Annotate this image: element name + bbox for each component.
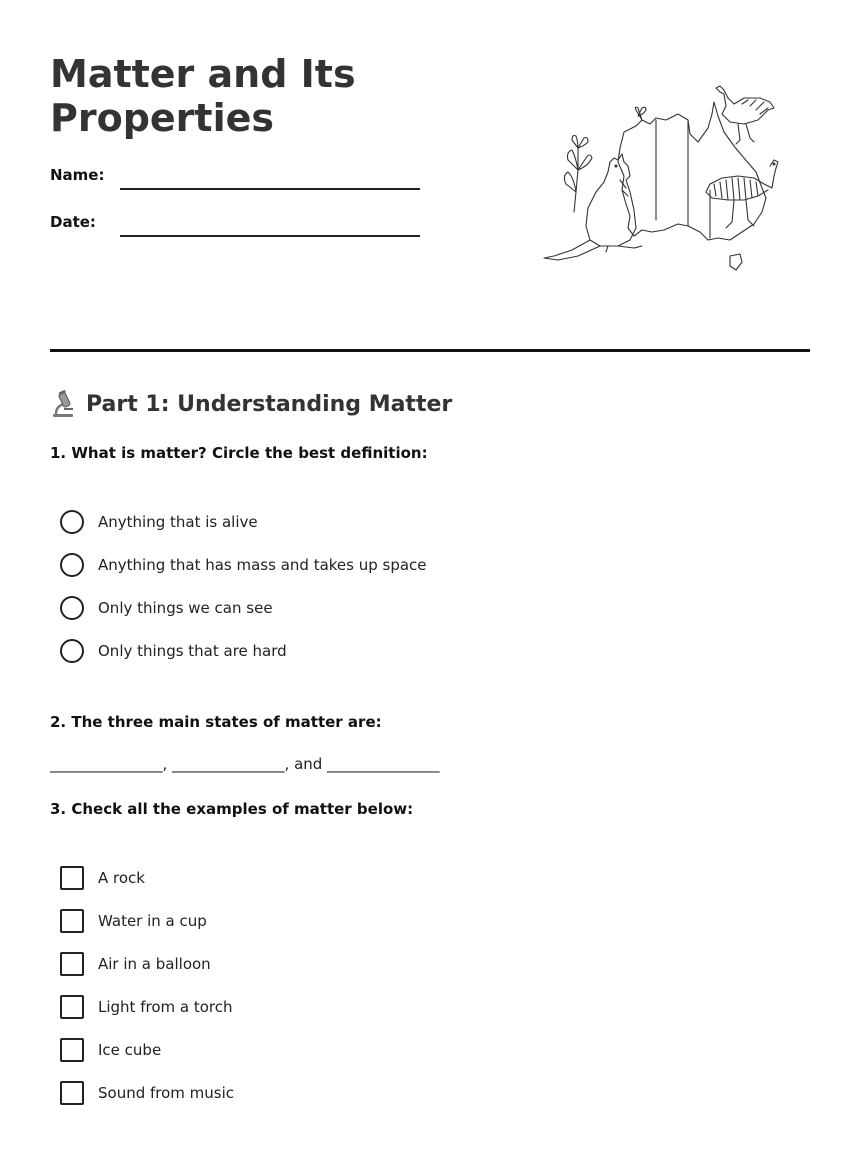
question-1: 1. What is matter? Circle the best definition: bbox=[50, 444, 428, 462]
checkbox[interactable] bbox=[60, 995, 84, 1019]
question-1-options bbox=[60, 508, 427, 680]
checkbox[interactable] bbox=[60, 866, 84, 890]
question-3: 3. Check all the examples of matter below: bbox=[50, 800, 414, 818]
q3-option[interactable] bbox=[60, 993, 234, 1036]
q3-option-label: Ice cube bbox=[98, 1041, 162, 1059]
emu-drawing bbox=[706, 160, 778, 228]
q3-option-label: Sound from music bbox=[98, 1084, 235, 1102]
part1-heading bbox=[50, 388, 452, 420]
question-2: 2. The three main states of matter are: bbox=[50, 713, 382, 731]
date-label: Date: bbox=[50, 213, 96, 231]
radio-circle[interactable] bbox=[60, 510, 84, 534]
q3-option-label: Air in a balloon bbox=[98, 955, 211, 973]
section-divider bbox=[50, 349, 810, 352]
q3-option[interactable] bbox=[60, 950, 234, 993]
bird-drawing bbox=[716, 86, 774, 144]
radio-circle[interactable] bbox=[60, 596, 84, 620]
checkbox[interactable] bbox=[60, 1081, 84, 1105]
microscope-icon bbox=[50, 390, 76, 418]
q3-option[interactable] bbox=[60, 1036, 234, 1079]
australia-map-outline bbox=[618, 102, 766, 240]
q1-option-label: Anything that is alive bbox=[98, 513, 258, 531]
radio-circle[interactable] bbox=[60, 639, 84, 663]
question-3-options bbox=[60, 864, 234, 1122]
checkbox[interactable] bbox=[60, 952, 84, 976]
australia-animals-illustration bbox=[538, 80, 788, 280]
q3-option[interactable] bbox=[60, 907, 234, 950]
q1-option-label: Only things that are hard bbox=[98, 642, 287, 660]
q1-option[interactable] bbox=[60, 594, 427, 637]
q1-option-label: Anything that has mass and takes up space bbox=[98, 556, 427, 574]
q3-option[interactable] bbox=[60, 1079, 234, 1122]
q1-option-label: Only things we can see bbox=[98, 599, 273, 617]
checkbox[interactable] bbox=[60, 1038, 84, 1062]
q3-option-label: Light from a torch bbox=[98, 998, 233, 1016]
checkbox[interactable] bbox=[60, 909, 84, 933]
part1-heading-text: Part 1: Understanding Matter bbox=[86, 391, 453, 417]
tasmania-outline bbox=[730, 254, 742, 270]
plant-drawing bbox=[564, 107, 646, 212]
name-label: Name: bbox=[50, 166, 105, 184]
q3-option-label: A rock bbox=[98, 869, 145, 887]
q3-option[interactable] bbox=[60, 864, 234, 907]
date-line[interactable] bbox=[120, 235, 420, 237]
date-field[interactable] bbox=[50, 207, 420, 237]
q1-option[interactable] bbox=[60, 551, 427, 594]
states-of-matter-blanks[interactable]: _______________, _______________, and _______________ bbox=[50, 755, 440, 773]
q1-option[interactable] bbox=[60, 637, 427, 680]
radio-circle[interactable] bbox=[60, 553, 84, 577]
name-line[interactable] bbox=[120, 188, 420, 190]
page-title: Matter and Its Properties bbox=[50, 52, 356, 140]
name-field[interactable] bbox=[50, 160, 420, 190]
q3-option-label: Water in a cup bbox=[98, 912, 207, 930]
q1-option[interactable] bbox=[60, 508, 427, 551]
